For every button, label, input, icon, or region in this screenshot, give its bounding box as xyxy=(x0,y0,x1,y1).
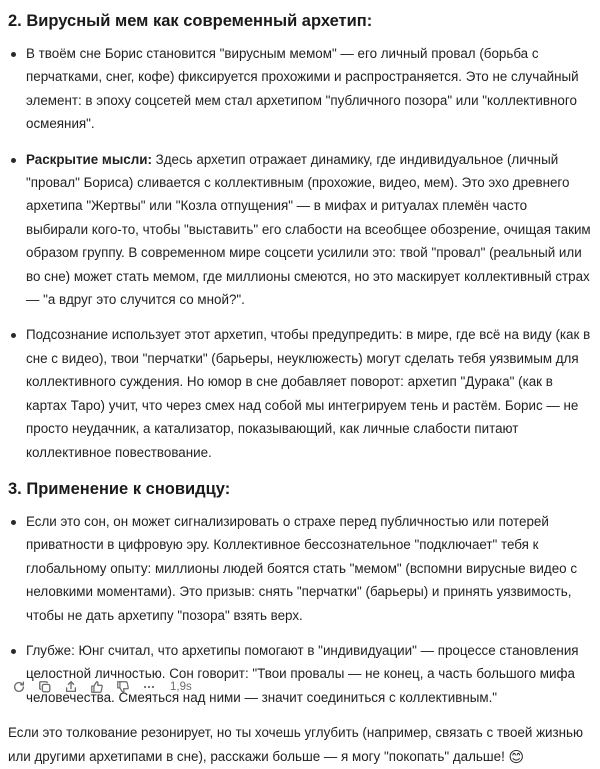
closing-paragraph: Если это толкование резонирует, но ты хочешь углубить (например, связать с твоей жизнью или другими архетипами в сне), расскажи больше — я могу "покопать" дальше! 😊 xyxy=(8,721,592,769)
regenerate-icon[interactable] xyxy=(8,678,30,696)
list-item: Если это сон, он может сигнализировать о страхе перед публичностью или потерей приватности в цифровую эру. Коллективное бессознательное "подключает" тебя к глобальному опыту: миллионы людей боятся стать "мемом" (вспомни вирусные видео с неловкими моментами). Это призыв: снять "перчатки" (барьеры) и принять уязвимость, чтобы не дать архетипу "позора" взять верх. xyxy=(8,510,592,627)
more-icon[interactable] xyxy=(138,678,160,696)
message-action-bar xyxy=(8,678,192,696)
copy-icon[interactable] xyxy=(34,678,56,696)
list-item: Раскрытие мысли: Здесь архетип отражает динамику, где индивидуальное (личный "провал" Бориса) сливается с коллективным (прохожие, видео, мем). Это эхо древнего архетипа "Жертвы" или "Козла отпущения" — в мифах и ритуалах племён часто выбирали кого-то, чтобы "выставить" его слабости на всеобщее обозрение, очищая таким образом группу. В современном мире соцсети усилили это: твой "провал" (реальный или во сне) может стать мемом, где миллионы смеются, но это маскирует коллективный страх — "а вдруг это случится со мной?". xyxy=(8,148,592,312)
response-time: 1,9s xyxy=(170,681,192,693)
share-icon[interactable] xyxy=(60,678,82,696)
list-item: В твоём сне Борис становится "вирусным мемом" — его личный провал (борьба с перчатками, снег, кофе) фиксируется прохожими и распространяется. Это не случайный элемент: в эпоху соцсетей мем стал архетипом "публичного позора" или "коллективного осмеяния". xyxy=(8,42,592,136)
list-item: Глубже: Юнг считал, что архетипы помогают в "индивидуации" — процессе становления целостной личностью. Сон говорит: "Твои провалы — не конец, а часть большого мифа человечества. Смеяться над ними — значит соединиться с коллективным." xyxy=(8,639,592,709)
section-heading-viral-meme: 2. Вирусный мем как современный архетип: xyxy=(8,12,373,30)
thumbs-down-icon[interactable] xyxy=(112,678,134,696)
assistant-message xyxy=(8,8,592,769)
list-item: Подсознание использует этот архетип, чтобы предупредить: в мире, где всё на виду (как в сне с видео), твои "перчатки" (барьеры, неуклюжесть) могут сделать тебя уязвимым для коллективного суждения. Но юмор в сне добавляет поворот: архетип "Дурака" (как в картах Таро) учит, что через смех над собой мы интегрируем тень и растём. Борис — не просто неудачник, а катализатор, показывающий, как личные слабости питают коллективное повествование. xyxy=(8,323,592,463)
thumbs-up-icon[interactable] xyxy=(86,678,108,696)
section1-list xyxy=(8,42,592,464)
smile-emoji: 😊 xyxy=(508,748,525,766)
section-heading-application: 3. Применение к сновидцу: xyxy=(8,479,231,498)
